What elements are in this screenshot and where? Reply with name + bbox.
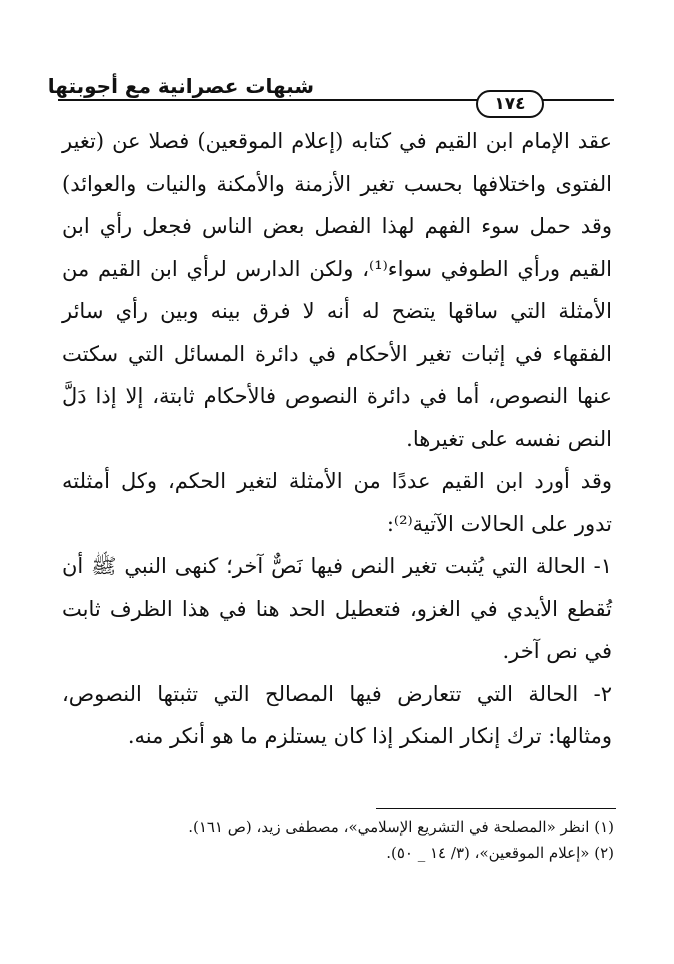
paragraph-2: وقد أورد ابن القيم عددًا من الأمثلة لتغير الحكم، وكل أمثلته تدور على الحالات الآتية⁽²⁾: (62, 469, 612, 536)
paragraph-4: ٢- الحالة التي تتعارض فيها المصالح التي تثبتها النصوص، ومثالها: ترك إنكار المنكر إذا كان يستلزم ما هو أنكر منه. (62, 681, 612, 748)
page-number: ١٧٤ (476, 90, 544, 118)
footnote-1: (١) انظر «المصلحة في التشريع الإسلامي»، مصطفى زيد، (ص ١٦١). (188, 818, 614, 836)
main-text (62, 120, 612, 758)
paragraph-3: ١- الحالة التي يُثبت تغير النص فيها نَصٌّ آخر؛ كنهى النبي ﷺ أن تُقطع الأيدي في الغزو، فتعطيل الحد هنا في هذا الظرف ثابت في نص آخر. (62, 554, 612, 663)
footnote-separator (376, 808, 616, 809)
footnote-2: (٢) «إعلام الموقعين»، (٣/ ١٤ _ ٥٠). (386, 844, 614, 862)
footnotes (54, 814, 614, 866)
running-header-title: شبهات عصرانية مع أجوبتها (47, 74, 314, 98)
paragraph-1: عقد الإمام ابن القيم في كتابه (إعلام الموقعين) فصلا عن (تغير الفتوى واختلافها بحسب تغير الأزمنة والأمكنة والنيات والعوائد) وقد حمل سوء الفهم لهذا الفصل بعض الناس فجعل رأي ابن القيم ورأي الطوفي سواء⁽¹⁾، ولكن الدارس لرأي ابن القيم من الأمثلة التي ساقها يتضح له أنه لا فرق بينه وبين رأي سائر الفقهاء في إثبات تغير الأحكام في دائرة المسائل التي سكتت عنها النصوص، أما في دائرة النصوص فالأحكام ثابتة، إلا إذا دَلَّ النص نفسه على تغيرها. (62, 129, 612, 451)
